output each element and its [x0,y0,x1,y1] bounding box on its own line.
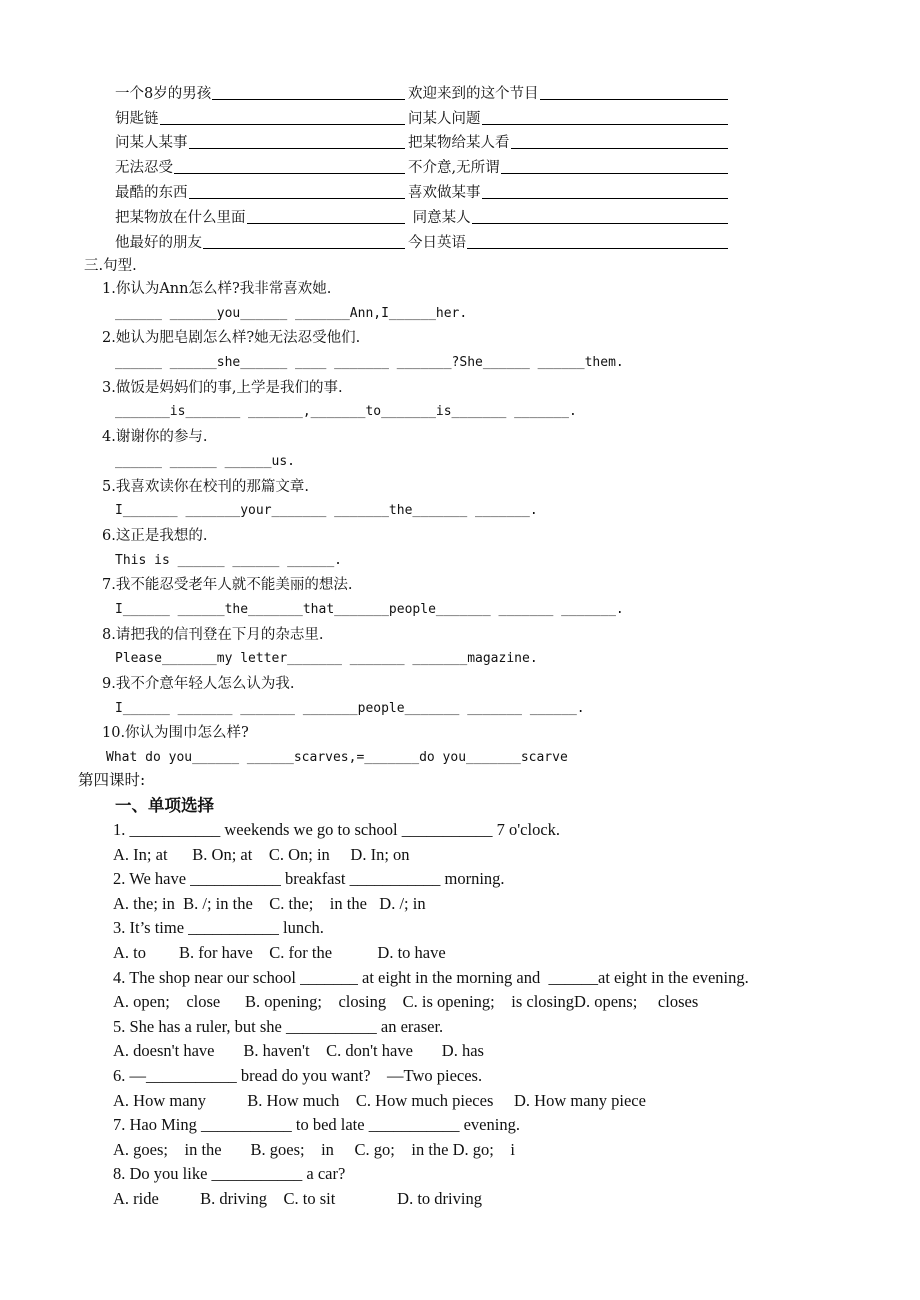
question-stem: 8. Do you like ___________ a car? [113,1164,346,1184]
answer-blank[interactable] [160,110,406,125]
phrase-item: 欢迎来到的这个节目 [408,82,728,103]
phrase-item: 最酷的东西 [115,181,405,202]
phrase-item: 不介意,无所谓 [408,156,728,177]
question-stem: 7. Hao Ming ___________ to bed late ___________ evening. [113,1115,520,1135]
answer-blank[interactable] [482,110,729,125]
sentence-answer-line[interactable]: ______ ______ ______us. [115,453,296,469]
answer-blank[interactable] [482,184,729,199]
answer-blank[interactable] [203,234,405,249]
phrase-grid [115,78,735,252]
answer-options[interactable]: A. doesn't have B. haven't C. don't have D. has [113,1041,484,1061]
answer-blank[interactable] [212,85,405,100]
sentence-answer-line[interactable]: ______ ______you______ _______Ann,I______her. [115,305,468,321]
sentence-answer-line[interactable]: This is ______ ______ ______. [115,552,342,568]
phrase-item: 同意某人 [408,206,728,227]
phrase-item: 问某人问题 [408,107,728,128]
sentence-answer-line[interactable]: I_______ _______your_______ _______the_______ _______. [115,503,538,519]
sentence-prompt: 3.做饭是妈妈们的事,上学是我们的事. [102,379,343,396]
phrase-row [115,177,735,202]
phrase-item: 他最好的朋友 [115,231,405,252]
answer-blank[interactable] [540,85,729,100]
phrase-row [115,152,735,177]
phrase-row [115,103,735,128]
sentence-prompt: 2.她认为肥皂剧怎么样?她无法忍受他们. [102,330,361,347]
question-stem: 6. —___________ bread do you want? —Two pieces. [113,1065,483,1085]
answer-options[interactable]: A. to B. for have C. for the D. to have [113,942,446,962]
answer-blank[interactable] [189,184,406,199]
phrase-row [115,128,735,153]
answer-options[interactable]: A. the; in B. /; in the C. the; in the D. /; in [113,893,426,913]
answer-options[interactable]: A. open; close B. opening; closing C. is opening; is closingD. opens; closes [113,992,699,1012]
sentence-prompt: 1.你认为Ann怎么样?我非常喜欢她. [102,281,332,297]
sentence-prompt: 7.我不能忍受老年人就不能美丽的想法. [102,577,353,594]
answer-blank[interactable] [247,209,406,224]
answer-blank[interactable] [467,234,728,249]
phrase-row [115,227,735,252]
section-heading: 三.句型. [84,258,137,274]
sentence-prompt: 9.我不介意年轻人怎么认为我. [102,676,295,692]
multiple-choice-list [113,818,853,1212]
phrase-item: 今日英语 [408,231,728,252]
sentence-prompt: 10.你认为围巾怎么样? [102,725,249,742]
phrase-item: 喜欢做某事 [408,181,728,202]
sentence-answer-line[interactable]: ______ ______she______ ____ _______ _______?She______ ______them. [115,355,624,371]
phrase-item: 把某物放在什么里面 [115,206,405,227]
phrase-item: 无法忍受 [115,156,405,177]
answer-blank[interactable] [174,159,405,174]
question-stem: 1. ___________ weekends we go to school ___________ 7 o'clock. [113,820,561,839]
answer-options[interactable]: A. ride B. driving C. to sit D. to driving [113,1188,482,1208]
sentence-answer-line[interactable]: I______ ______the_______that_______people_______ _______ _______. [115,601,624,617]
question-stem: 3. It’s time ___________ lunch. [113,918,324,938]
answer-options[interactable]: A. goes; in the B. goes; in C. go; in the D. go; i [113,1139,515,1159]
phrase-item: 把某物给某人看 [408,131,728,152]
sentence-answer-line[interactable]: I______ _______ _______ _______people_______ _______ ______. [115,700,585,716]
answer-blank[interactable] [472,209,728,224]
phrase-item: 一个8岁的男孩 [115,82,405,103]
answer-blank[interactable] [189,134,406,149]
answer-options[interactable]: A. How many B. How much C. How much pieces D. How many piece [113,1090,646,1110]
sentence-answer-line[interactable]: _______is_______ _______,_______to_______is_______ _______. [115,404,577,420]
sentence-prompt: 5.我喜欢读你在校刊的那篇文章. [102,478,309,495]
question-stem: 4. The shop near our school _______ at eight in the morning and ______at eight in the evening. [113,967,749,987]
phrase-item: 钥匙链 [115,107,405,128]
answer-blank[interactable] [511,134,729,149]
answer-options[interactable]: A. In; at B. On; at C. On; in D. In; on [113,844,410,864]
sentence-list [102,277,822,771]
part-title: 一、单项选择 [115,796,214,815]
question-stem: 2. We have ___________ breakfast ___________ morning. [113,869,505,889]
question-stem: 5. She has a ruler, but she ___________ an eraser. [113,1016,444,1036]
sentence-prompt: 6.这正是我想的. [102,527,208,544]
sentence-answer-line[interactable]: What do you______ ______scarves,=_______do you_______scarve [106,750,568,766]
phrase-row [115,202,735,227]
lesson-title: 第四课时: [78,771,146,789]
sentence-answer-line[interactable]: Please_______my letter_______ _______ _______magazine. [115,651,538,667]
sentence-prompt: 4.谢谢你的参与. [102,429,208,446]
phrase-item: 问某人某事 [115,131,405,152]
sentence-prompt: 8.请把我的信刊登在下月的杂志里. [102,626,324,643]
phrase-row [115,78,735,103]
answer-blank[interactable] [501,159,728,174]
